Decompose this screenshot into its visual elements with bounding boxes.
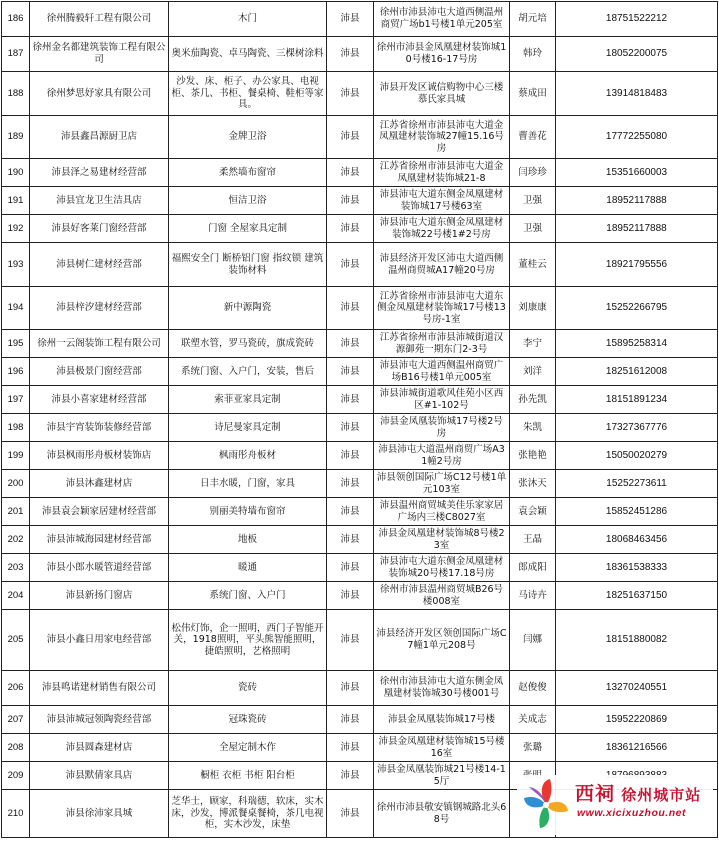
watermark-brand-a: 西	[575, 783, 596, 805]
table-row	[2, 442, 718, 470]
cell-phone-number: 13914818483	[556, 72, 718, 116]
cell-address: 沛县沛屯大道东侧金凤凰建材装饰城22号楼1#2号房	[374, 215, 510, 243]
cell-county: 沛县	[327, 762, 374, 790]
cell-address: 徐州市沛县沛屯大道东侧金凤凰建材装饰城30号楼001号	[374, 671, 510, 706]
cell-company-name: 沛县沛城冠领陶瓷经营部	[30, 706, 169, 734]
cell-contact-person: 孙先凯	[510, 386, 556, 414]
cell-products: 系统门窗、入户门	[169, 582, 327, 610]
cell-county: 沛县	[327, 2, 374, 37]
cell-address: 江苏省徐州市沛县沛城街道汉源御苑一期东门2-3号	[374, 330, 510, 358]
cell-row-number: 209	[2, 762, 30, 790]
cell-contact-person: 刘康康	[510, 287, 556, 330]
cell-phone-number: 15050020279	[556, 442, 718, 470]
cell-company-name: 沛县泽之易建材经营部	[30, 159, 169, 187]
cell-company-name: 沛县宇宵装饰装修经营部	[30, 414, 169, 442]
cell-phone-number: 18952117888	[556, 215, 718, 243]
cell-row-number: 189	[2, 116, 30, 159]
cell-row-number: 207	[2, 706, 30, 734]
cell-row-number: 192	[2, 215, 30, 243]
watermark-site: 徐州城市站	[621, 786, 702, 804]
cell-county: 沛县	[327, 526, 374, 554]
table-row	[2, 414, 718, 442]
cell-products: 木门	[169, 2, 327, 37]
cell-phone-number: 15351660003	[556, 159, 718, 187]
cell-address: 沛县经济开发区沛屯大道西侧温州商贸城A17幢20号房	[374, 243, 510, 287]
cell-contact-person: 张艳艳	[510, 442, 556, 470]
cell-county: 沛县	[327, 706, 374, 734]
cell-contact-person: 刘洋	[510, 358, 556, 386]
cell-county: 沛县	[327, 187, 374, 215]
cell-company-name: 沛县宜龙卫生洁具店	[30, 187, 169, 215]
cell-company-name: 沛县梓汐建材经营部	[30, 287, 169, 330]
cell-contact-person: 关成志	[510, 706, 556, 734]
watermark-brand-b: 祠	[595, 783, 616, 805]
cell-county: 沛县	[327, 442, 374, 470]
cell-products: 枫雨彤舟板材	[169, 442, 327, 470]
cell-products: 日丰水暖，门窗，家具	[169, 470, 327, 498]
cell-products: 别丽美特墙布窗帘	[169, 498, 327, 526]
cell-products: 芝华士，顾家，科瑞德，软床，实木床，沙发，博派餐桌餐椅，茶几电视柜，实木沙发，床垫	[169, 790, 327, 838]
cell-row-number: 196	[2, 358, 30, 386]
cell-row-number: 199	[2, 442, 30, 470]
cell-products: 新中源陶瓷	[169, 287, 327, 330]
cell-products: 福熙安全门 断桥铝门窗 指纹锁 建筑装饰材料	[169, 243, 327, 287]
table-row	[2, 159, 718, 187]
cell-address: 徐州市沛县温州商贸城B26号楼008室	[374, 582, 510, 610]
cell-address: 江苏省徐州市沛县沛屯大道金凤凰建材装饰城27幢15.16号房	[374, 116, 510, 159]
cell-company-name: 沛县好客莱门窗经营部	[30, 215, 169, 243]
cell-address: 沛县沛屯大道东侧金凤凰建材装饰城17号楼63室	[374, 187, 510, 215]
cell-products: 诗尼曼家具定制	[169, 414, 327, 442]
cell-row-number: 200	[2, 470, 30, 498]
cell-phone-number: 15252266795	[556, 287, 718, 330]
cell-row-number: 193	[2, 243, 30, 287]
cell-products: 联塑水管，罗马瓷砖，旗成瓷砖	[169, 330, 327, 358]
cell-contact-person: 董桂云	[510, 243, 556, 287]
cell-contact-person: 张璐	[510, 734, 556, 762]
cell-products: 全屋定制木作	[169, 734, 327, 762]
cell-row-number: 203	[2, 554, 30, 582]
cell-company-name: 徐州腾毅轩工程有限公司	[30, 2, 169, 37]
cell-products: 恒洁卫浴	[169, 187, 327, 215]
cell-phone-number: 18151880082	[556, 610, 718, 671]
cell-row-number: 202	[2, 526, 30, 554]
cell-row-number: 195	[2, 330, 30, 358]
cell-row-number: 188	[2, 72, 30, 116]
cell-county: 沛县	[327, 671, 374, 706]
table-row	[2, 358, 718, 386]
table-row	[2, 215, 718, 243]
cell-products: 冠珠瓷砖	[169, 706, 327, 734]
cell-products: 柔然墙布窗帘	[169, 159, 327, 187]
cell-address: 江苏省徐州市沛县沛屯大道金凤凰建材装饰城21-8	[374, 159, 510, 187]
cell-county: 沛县	[327, 287, 374, 330]
cell-products: 奥米茄陶瓷、卓马陶瓷、三棵树涂料	[169, 37, 327, 72]
cell-phone-number: 15895258314	[556, 330, 718, 358]
cell-contact-person: 王晶	[510, 526, 556, 554]
table-row	[2, 386, 718, 414]
cell-contact-person: 闫娜	[510, 610, 556, 671]
table-row	[2, 243, 718, 287]
cell-address: 江苏省徐州市沛县沛屯大道东侧金凤凰建材装饰城17号楼13号房-1室	[374, 287, 510, 330]
cell-contact-person: 李宁	[510, 330, 556, 358]
table-row	[2, 582, 718, 610]
cell-company-name: 沛县树仁建材经营部	[30, 243, 169, 287]
cell-row-number: 206	[2, 671, 30, 706]
cell-address: 沛县开发区诚信购物中心三楼慕氏家具城	[374, 72, 510, 116]
cell-county: 沛县	[327, 358, 374, 386]
cell-address: 沛县沛屯大道东侧金凤凰建材装饰城20号楼17.18号房	[374, 554, 510, 582]
cell-company-name: 沛县小喜家建材经营部	[30, 386, 169, 414]
table-row	[2, 187, 718, 215]
cell-phone-number: 18361216566	[556, 734, 718, 762]
cell-phone-number: 17772255080	[556, 116, 718, 159]
cell-county: 沛县	[327, 470, 374, 498]
cell-company-name: 徐州梦思妤家具有限公司	[30, 72, 169, 116]
cell-phone-number: 18251637150	[556, 582, 718, 610]
cell-company-name: 沛县小鑫日用家电经营部	[30, 610, 169, 671]
cell-contact-person: 郎成阳	[510, 554, 556, 582]
cell-county: 沛县	[327, 790, 374, 838]
cell-address: 沛县金凤凰建材装饰城15号楼16室	[374, 734, 510, 762]
cell-address: 徐州市沛县金凤凰建材装饰城10号楼16-17号房	[374, 37, 510, 72]
cell-contact-person: 蔡成田	[510, 72, 556, 116]
cell-phone-number: 18921795556	[556, 243, 718, 287]
cell-address: 沛县温州商贸城美佳乐家家居广场内三楼C8027室	[374, 498, 510, 526]
cell-phone-number: 15852451286	[556, 498, 718, 526]
cell-products: 橱柜 衣柜 书柜 阳台柜	[169, 762, 327, 790]
cell-contact-person: 卫强	[510, 215, 556, 243]
cell-county: 沛县	[327, 116, 374, 159]
cell-county: 沛县	[327, 243, 374, 287]
site-watermark	[517, 775, 713, 835]
cell-address: 沛县沛屯大道温州商贸广场A31幢2号房	[374, 442, 510, 470]
cell-row-number: 205	[2, 610, 30, 671]
cell-company-name: 沛县极景门窗经营部	[30, 358, 169, 386]
cell-contact-person: 曹善花	[510, 116, 556, 159]
table-row	[2, 470, 718, 498]
table-row	[2, 734, 718, 762]
cell-company-name: 沛县徐沛家具城	[30, 790, 169, 838]
cell-contact-person: 张沐天	[510, 470, 556, 498]
table-row	[2, 330, 718, 358]
cell-contact-person: 马诗卉	[510, 582, 556, 610]
cell-row-number: 201	[2, 498, 30, 526]
cell-phone-number: 18361538333	[556, 554, 718, 582]
cell-products: 瓷砖	[169, 671, 327, 706]
cell-county: 沛县	[327, 159, 374, 187]
table-row	[2, 706, 718, 734]
cell-county: 沛县	[327, 215, 374, 243]
cell-company-name: 沛县默倩家具店	[30, 762, 169, 790]
cell-row-number: 210	[2, 790, 30, 838]
cell-county: 沛县	[327, 582, 374, 610]
cell-row-number: 197	[2, 386, 30, 414]
cell-phone-number: 18952117888	[556, 187, 718, 215]
cell-address: 徐州市沛县沛屯大道西侧温州商贸广场b1号楼1单元205室	[374, 2, 510, 37]
cell-phone-number: 15252273611	[556, 470, 718, 498]
cell-county: 沛县	[327, 610, 374, 671]
cell-products: 门窗 全屋家具定制	[169, 215, 327, 243]
table-row	[2, 72, 718, 116]
merchant-table	[1, 1, 718, 838]
cell-row-number: 191	[2, 187, 30, 215]
cell-address: 沛县金凤凰装饰城17号楼2号房	[374, 414, 510, 442]
cell-phone-number: 18151891234	[556, 386, 718, 414]
cell-company-name: 徐州一云阁装饰工程有限公司	[30, 330, 169, 358]
cell-address: 沛县领创国际广场C12号楼1单元103室	[374, 470, 510, 498]
cell-county: 沛县	[327, 37, 374, 72]
cell-county: 沛县	[327, 72, 374, 116]
cell-address: 沛县沛屯大道西侧温州商贸广场B16号楼1单元005室	[374, 358, 510, 386]
cell-row-number: 194	[2, 287, 30, 330]
cell-company-name: 沛县沐鑫建材店	[30, 470, 169, 498]
pinwheel-logo-icon	[519, 775, 573, 833]
table-row	[2, 554, 718, 582]
cell-products: 索菲亚家具定制	[169, 386, 327, 414]
cell-address: 沛县经济开发区领创国际广场C7幢1单元208号	[374, 610, 510, 671]
cell-address: 徐州市沛县敬安镇钢城路北头68号	[374, 790, 510, 838]
table-row	[2, 526, 718, 554]
cell-address: 沛县金凤凰装饰城21号楼14-15厅	[374, 762, 510, 790]
cell-address: 沛县沛城街道歌风佳苑小区西区#1-102号	[374, 386, 510, 414]
cell-county: 沛县	[327, 330, 374, 358]
cell-company-name: 沛县鸣诺建材销售有限公司	[30, 671, 169, 706]
cell-phone-number: 18052200075	[556, 37, 718, 72]
table-row	[2, 498, 718, 526]
cell-phone-number: 15952220869	[556, 706, 718, 734]
cell-address: 沛县金凤凰建材装饰城8号楼23室	[374, 526, 510, 554]
cell-address: 沛县金凤凰装饰城17号楼	[374, 706, 510, 734]
cell-county: 沛县	[327, 386, 374, 414]
cell-company-name: 沛县袁会颖家居建材经营部	[30, 498, 169, 526]
cell-products: 系统门窗、入户门，安装，售后	[169, 358, 327, 386]
cell-row-number: 198	[2, 414, 30, 442]
cell-phone-number: 18751522212	[556, 2, 718, 37]
cell-company-name: 沛县鑫昌源厨卫店	[30, 116, 169, 159]
table-row	[2, 610, 718, 671]
cell-company-name: 徐州金名都建筑装饰工程有限公司	[30, 37, 169, 72]
cell-phone-number: 17327367776	[556, 414, 718, 442]
cell-company-name: 沛县圆森建材店	[30, 734, 169, 762]
cell-company-name: 沛县沛城海园建材经营部	[30, 526, 169, 554]
cell-row-number: 208	[2, 734, 30, 762]
cell-row-number: 204	[2, 582, 30, 610]
cell-contact-person: 闫珍珍	[510, 159, 556, 187]
cell-row-number: 190	[2, 159, 30, 187]
cell-products: 金牌卫浴	[169, 116, 327, 159]
table-row	[2, 287, 718, 330]
cell-products: 暖通	[169, 554, 327, 582]
table-row	[2, 116, 718, 159]
cell-row-number: 186	[2, 2, 30, 37]
cell-contact-person: 朱凯	[510, 414, 556, 442]
table-row	[2, 671, 718, 706]
table-row	[2, 37, 718, 72]
cell-county: 沛县	[327, 414, 374, 442]
cell-contact-person: 卫强	[510, 187, 556, 215]
cell-products: 地板	[169, 526, 327, 554]
cell-county: 沛县	[327, 734, 374, 762]
cell-products: 松伟灯饰，企一照明，西门子智能开关，1918照明，平头熊智能照明，捷皓照明，艺格照明	[169, 610, 327, 671]
cell-company-name: 沛县新扬门窗店	[30, 582, 169, 610]
watermark-url: www.xicixuzhou.net	[577, 807, 686, 819]
cell-contact-person: 韩玲	[510, 37, 556, 72]
cell-contact-person: 袁会颖	[510, 498, 556, 526]
cell-products: 沙发、床、柜子、办公家具、电视柜、茶几、书柜、餐桌椅、鞋柜等家具。	[169, 72, 327, 116]
cell-row-number: 187	[2, 37, 30, 72]
cell-phone-number: 18251612008	[556, 358, 718, 386]
cell-company-name: 沛县枫雨彤舟板材装饰店	[30, 442, 169, 470]
cell-county: 沛县	[327, 554, 374, 582]
cell-contact-person: 胡元培	[510, 2, 556, 37]
cell-county: 沛县	[327, 498, 374, 526]
watermark-brand	[575, 779, 701, 806]
cell-phone-number: 13270240551	[556, 671, 718, 706]
cell-company-name: 沛县小郎水暖管道经营部	[30, 554, 169, 582]
table-row	[2, 2, 718, 37]
cell-phone-number: 18068463456	[556, 526, 718, 554]
cell-contact-person: 赵俊俊	[510, 671, 556, 706]
